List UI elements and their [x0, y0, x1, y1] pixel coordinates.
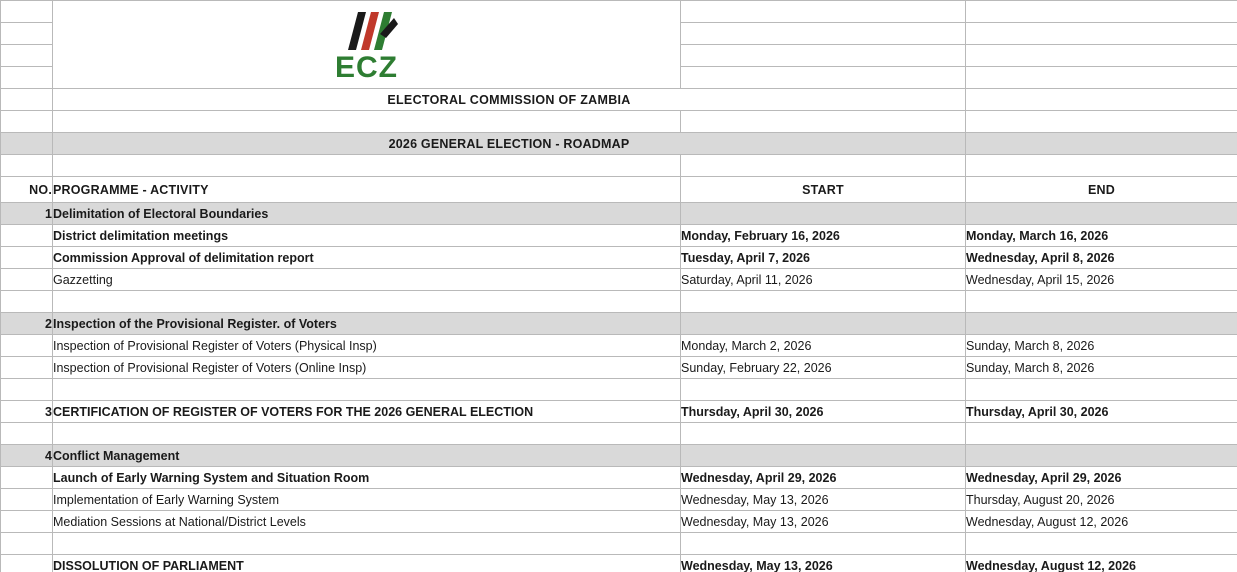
row-activity: Gazzetting [53, 269, 681, 291]
row-start-date: Sunday, February 22, 2026 [681, 357, 966, 379]
row-start-date: Tuesday, April 7, 2026 [681, 247, 966, 269]
spacer-row [1, 111, 1237, 133]
row-start-date [681, 423, 966, 445]
row-end-date: Wednesday, August 12, 2026 [966, 555, 1237, 572]
row-end-date: Wednesday, April 29, 2026 [966, 467, 1237, 489]
row-activity [53, 423, 681, 445]
table-row [1, 203, 1237, 225]
blank-cell [1, 23, 53, 45]
column-header-activity: PROGRAMME - ACTIVITY [53, 177, 681, 203]
row-end-date [966, 291, 1237, 313]
blank-cell [966, 111, 1237, 133]
row-number [1, 533, 53, 555]
row-activity: Implementation of Early Warning System [53, 489, 681, 511]
row-number [1, 357, 53, 379]
row-activity: Inspection of Provisional Register of Voters (Physical Insp) [53, 335, 681, 357]
row-start-date: Wednesday, May 13, 2026 [681, 555, 966, 572]
row-start-date: Monday, March 2, 2026 [681, 335, 966, 357]
table-row [1, 269, 1237, 291]
table-row [1, 467, 1237, 489]
row-end-date [966, 379, 1237, 401]
column-header-end: END [966, 177, 1237, 203]
blank-cell [1, 111, 53, 133]
table-row [1, 313, 1237, 335]
table-row [1, 225, 1237, 247]
organisation-title: ELECTORAL COMMISSION OF ZAMBIA [53, 89, 966, 111]
blank-cell [681, 155, 966, 177]
table-row [1, 247, 1237, 269]
row-end-date: Thursday, April 30, 2026 [966, 401, 1237, 423]
row-activity [53, 379, 681, 401]
table-row [1, 423, 1237, 445]
table-row [1, 401, 1237, 423]
row-end-date: Monday, March 16, 2026 [966, 225, 1237, 247]
row-activity [53, 291, 681, 313]
blank-cell [681, 45, 966, 67]
ecz-logo-cell [53, 1, 681, 89]
row-end-date: Sunday, March 8, 2026 [966, 357, 1237, 379]
document-subtitle: 2026 GENERAL ELECTION - ROADMAP [53, 133, 966, 155]
table-row [1, 511, 1237, 533]
row-activity: Inspection of Provisional Register of Voters (Online Insp) [53, 357, 681, 379]
row-activity: DISSOLUTION OF PARLIAMENT [53, 555, 681, 572]
blank-cell [966, 45, 1237, 67]
row-number [1, 555, 53, 572]
blank-cell [966, 23, 1237, 45]
row-number [1, 467, 53, 489]
blank-cell [681, 23, 966, 45]
row-number: 3 [1, 401, 53, 423]
blank-cell [681, 111, 966, 133]
row-number: 2 [1, 313, 53, 335]
row-activity: Mediation Sessions at National/District Levels [53, 511, 681, 533]
row-start-date: Saturday, April 11, 2026 [681, 269, 966, 291]
blank-cell [681, 1, 966, 23]
subtitle-row [1, 133, 1237, 155]
header-row-1 [1, 1, 1237, 23]
blank-cell [1, 1, 53, 23]
row-activity: Delimitation of Electoral Boundaries [53, 203, 681, 225]
row-end-date [966, 423, 1237, 445]
row-end-date [966, 533, 1237, 555]
row-activity: Inspection of the Provisional Register. of Voters [53, 313, 681, 335]
blank-cell [1, 133, 53, 155]
row-number [1, 225, 53, 247]
table-row [1, 335, 1237, 357]
blank-cell [966, 1, 1237, 23]
row-number [1, 335, 53, 357]
row-start-date: Wednesday, April 29, 2026 [681, 467, 966, 489]
row-activity: Launch of Early Warning System and Situation Room [53, 467, 681, 489]
row-activity: CERTIFICATION OF REGISTER OF VOTERS FOR THE 2026 GENERAL ELECTION [53, 401, 681, 423]
blank-cell [1, 155, 53, 177]
blank-cell [966, 133, 1237, 155]
row-number [1, 269, 53, 291]
row-end-date: Wednesday, August 12, 2026 [966, 511, 1237, 533]
ecz-logo [328, 8, 406, 82]
row-start-date: Thursday, April 30, 2026 [681, 401, 966, 423]
row-start-date [681, 313, 966, 335]
blank-cell [966, 89, 1237, 111]
blank-cell [1, 89, 53, 111]
table-row [1, 489, 1237, 511]
row-number [1, 379, 53, 401]
row-activity: Conflict Management [53, 445, 681, 467]
row-end-date [966, 203, 1237, 225]
blank-cell [966, 155, 1237, 177]
table-row [1, 445, 1237, 467]
row-start-date [681, 533, 966, 555]
table-row [1, 357, 1237, 379]
table-row [1, 533, 1237, 555]
organisation-title-row [1, 89, 1237, 111]
row-number [1, 247, 53, 269]
row-activity: Commission Approval of delimitation report [53, 247, 681, 269]
row-number [1, 511, 53, 533]
row-end-date: Wednesday, April 15, 2026 [966, 269, 1237, 291]
table-row [1, 555, 1237, 572]
row-start-date [681, 203, 966, 225]
row-end-date [966, 445, 1237, 467]
blank-cell [966, 67, 1237, 89]
row-start-date [681, 379, 966, 401]
row-end-date: Thursday, August 20, 2026 [966, 489, 1237, 511]
column-header-row [1, 177, 1237, 203]
row-number [1, 489, 53, 511]
row-activity: District delimitation meetings [53, 225, 681, 247]
row-number [1, 423, 53, 445]
row-start-date [681, 445, 966, 467]
row-start-date: Monday, February 16, 2026 [681, 225, 966, 247]
row-number [1, 291, 53, 313]
row-start-date [681, 291, 966, 313]
row-end-date: Wednesday, April 8, 2026 [966, 247, 1237, 269]
column-header-start: START [681, 177, 966, 203]
ecz-emblem-icon [328, 8, 406, 54]
spacer-row-2 [1, 155, 1237, 177]
row-number: 4 [1, 445, 53, 467]
blank-cell [53, 155, 681, 177]
blank-cell [1, 45, 53, 67]
row-end-date: Sunday, March 8, 2026 [966, 335, 1237, 357]
column-header-no: NO. [1, 177, 53, 203]
blank-cell [53, 111, 681, 133]
row-end-date [966, 313, 1237, 335]
blank-cell [681, 67, 966, 89]
row-number: 1 [1, 203, 53, 225]
table-row [1, 379, 1237, 401]
row-start-date: Wednesday, May 13, 2026 [681, 511, 966, 533]
blank-cell [1, 67, 53, 89]
ecz-logo-text: ECZ [335, 50, 398, 84]
row-activity [53, 533, 681, 555]
row-start-date: Wednesday, May 13, 2026 [681, 489, 966, 511]
table-row [1, 291, 1237, 313]
